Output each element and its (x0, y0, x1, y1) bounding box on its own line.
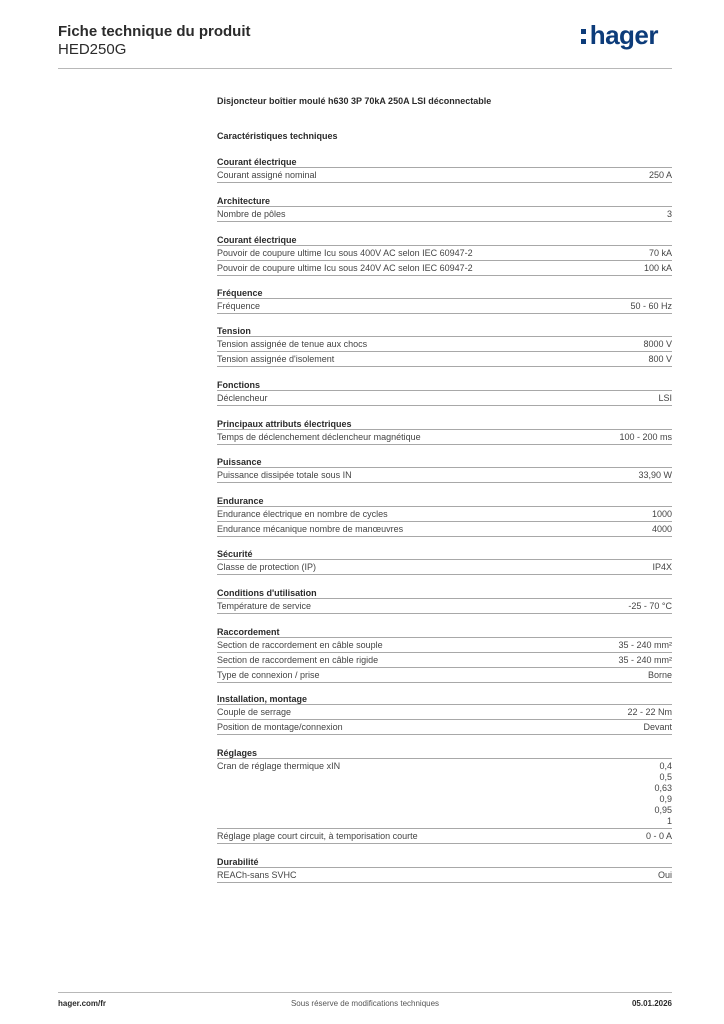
spec-value: 800 V (648, 354, 672, 364)
section-title: Raccordement (217, 626, 672, 638)
spec-value: Devant (643, 722, 672, 732)
spec-row (217, 705, 672, 720)
spec-value: 3 (666, 209, 672, 219)
section-title: Installation, montage (217, 693, 672, 705)
spec-section (217, 495, 672, 537)
spec-label: Temps de déclenchement déclencheur magnétique (217, 432, 421, 442)
section-title: Courant électrique (217, 156, 672, 168)
spec-row (217, 430, 672, 445)
spec-label: Pouvoir de coupure ultime Icu sous 240V AC selon IEC 60947-2 (217, 263, 473, 273)
section-title: Fonctions (217, 379, 672, 391)
page-header (58, 20, 672, 70)
spec-value: 0,95 (654, 805, 672, 815)
spec-value: 100 kA (643, 263, 672, 273)
spec-row (217, 720, 672, 735)
footer-divider (58, 992, 672, 993)
spec-value-list (654, 759, 672, 828)
hager-logo (590, 20, 658, 51)
footer-website: hager.com/fr (58, 999, 107, 1008)
spec-value: 0,5 (659, 772, 672, 782)
spec-section (217, 379, 672, 406)
spec-value: 0,63 (654, 783, 672, 793)
section-title: Endurance (217, 495, 672, 507)
section-title: Fréquence (217, 287, 672, 299)
spec-section (217, 587, 672, 614)
spec-row (217, 599, 672, 614)
spec-row (217, 352, 672, 367)
spec-label: Réglage plage court circuit, à temporisation courte (217, 831, 418, 841)
spec-label: Section de raccordement en câble souple (217, 640, 383, 650)
spec-label: Type de connexion / prise (217, 670, 320, 680)
spec-value: 100 - 200 ms (619, 432, 672, 442)
spec-row (217, 337, 672, 352)
spec-value: 0 - 0 A (645, 831, 672, 841)
spec-section (217, 234, 672, 276)
spec-value: 35 - 240 mm² (618, 655, 672, 665)
spec-row (217, 759, 672, 829)
spec-row (217, 560, 672, 575)
spec-label: Température de service (217, 601, 312, 611)
section-title: Sécurité (217, 548, 672, 560)
page-footer (58, 992, 672, 1012)
spec-row (217, 668, 672, 683)
spec-value: 22 - 22 Nm (627, 707, 672, 717)
spec-value: 50 - 60 Hz (630, 301, 672, 311)
spec-label: Nombre de pôles (217, 209, 286, 219)
spec-row (217, 207, 672, 222)
spec-row (217, 468, 672, 483)
spec-label: REACh-sans SVHC (217, 870, 297, 880)
spec-row (217, 299, 672, 314)
spec-value: 0,4 (659, 761, 672, 771)
spec-value: IP4X (652, 562, 672, 572)
section-title: Puissance (217, 456, 672, 468)
spec-value: 4000 (651, 524, 672, 534)
spec-row (217, 638, 672, 653)
spec-section (217, 456, 672, 483)
spec-label: Fréquence (217, 301, 261, 311)
spec-row (217, 168, 672, 183)
spec-section (217, 195, 672, 222)
section-title: Tension (217, 325, 672, 337)
spec-value: LSI (658, 393, 672, 403)
spec-row (217, 246, 672, 261)
spec-label: Cran de réglage thermique xIN (217, 761, 341, 771)
spec-row (217, 868, 672, 883)
spec-row (217, 391, 672, 406)
spec-row (217, 261, 672, 276)
section-title: Courant électrique (217, 234, 672, 246)
spec-section (217, 747, 672, 844)
spec-section (217, 856, 672, 883)
header-divider (58, 68, 672, 69)
spec-value: 1000 (651, 509, 672, 519)
spec-label: Tension assignée d'isolement (217, 354, 335, 364)
spec-section (217, 156, 672, 183)
spec-label: Endurance électrique en nombre de cycles (217, 509, 388, 519)
spec-section (217, 287, 672, 314)
technical-characteristics-heading: Caractéristiques techniques (217, 131, 338, 141)
spec-label: Tension assignée de tenue aux chocs (217, 339, 368, 349)
section-title: Principaux attributs électriques (217, 418, 672, 430)
section-title: Durabilité (217, 856, 672, 868)
spec-value: 70 kA (648, 248, 672, 258)
product-name: Disjoncteur boîtier moulé h630 3P 70kA 250A LSI déconnectable (217, 96, 492, 106)
footer-date: 05.01.2026 (631, 999, 672, 1008)
spec-value: Borne (647, 670, 672, 680)
spec-value: 8000 V (643, 339, 672, 349)
spec-label: Pouvoir de coupure ultime Icu sous 400V AC selon IEC 60947-2 (217, 248, 473, 258)
logo-dots-icon (581, 29, 587, 45)
document-title: Fiche technique du produit (58, 23, 251, 40)
spec-row (217, 829, 672, 844)
spec-row (217, 507, 672, 522)
spec-value: 1 (666, 816, 672, 826)
spec-row (217, 653, 672, 668)
spec-label: Couple de serrage (217, 707, 292, 717)
spec-value: 33,90 W (638, 470, 672, 480)
spec-label: Endurance mécanique nombre de manœuvres (217, 524, 404, 534)
spec-label: Déclencheur (217, 393, 268, 403)
footer-notice: Sous réserve de modifications techniques (290, 999, 440, 1008)
spec-value: Oui (657, 870, 672, 880)
spec-value: 0,9 (659, 794, 672, 804)
section-title: Conditions d'utilisation (217, 587, 672, 599)
logo-text: hager (589, 20, 658, 50)
spec-label: Puissance dissipée totale sous IN (217, 470, 352, 480)
spec-row (217, 522, 672, 537)
spec-section (217, 693, 672, 735)
spec-label: Position de montage/connexion (217, 722, 343, 732)
spec-section (217, 418, 672, 445)
spec-section (217, 626, 672, 683)
section-title: Architecture (217, 195, 672, 207)
product-reference: HED250G (58, 41, 127, 58)
section-title: Réglages (217, 747, 672, 759)
spec-value: 250 A (648, 170, 672, 180)
spec-section (217, 325, 672, 367)
spec-value: -25 - 70 °C (628, 601, 672, 611)
spec-value: 35 - 240 mm² (618, 640, 672, 650)
spec-label: Classe de protection (IP) (217, 562, 317, 572)
spec-label: Section de raccordement en câble rigide (217, 655, 379, 665)
spec-label: Courant assigné nominal (217, 170, 317, 180)
spec-section (217, 548, 672, 575)
